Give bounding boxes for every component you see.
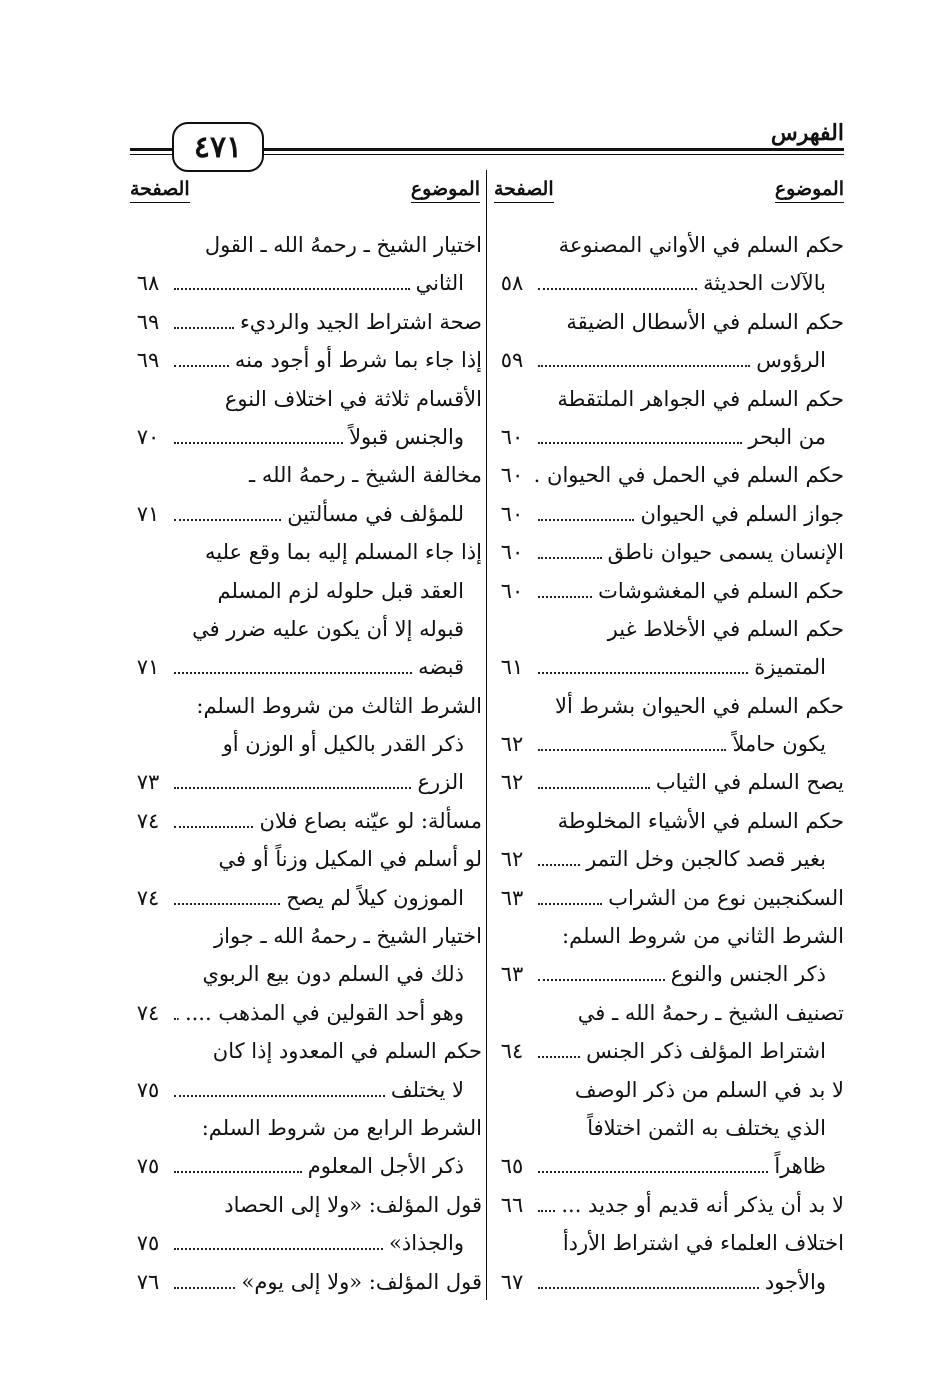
entry-title: ذكر الجنس والنوع: [670, 962, 826, 987]
entry-page-number: ٧٣: [136, 770, 160, 795]
entry-title: العقد قبل حلوله لزم المسلم: [217, 578, 464, 603]
entry-page-number: ٦٤: [500, 1039, 524, 1064]
index-entry: [494, 955, 844, 993]
entry-title: اختيار الشيخ ـ رحمهُ الله ـ جواز: [213, 924, 482, 949]
entry-title: الموزون كيلاً لم يصح: [286, 885, 464, 910]
left-page-header: الصفحة: [130, 178, 190, 203]
dot-leader: [174, 519, 281, 521]
entry-title: إذا جاء بما شرط أو أجود منه: [234, 348, 482, 373]
entry-title: لا بد أن يذكر أنه قديم أو جديد ...: [561, 1192, 844, 1217]
entry-page-number: ٦٨: [136, 271, 160, 296]
entry-title: اشتراط المؤلف ذكر الجنس: [586, 1039, 826, 1064]
entry-page-number: ٧٤: [136, 885, 160, 910]
index-entry: [494, 572, 844, 610]
entry-page-number: ٧٦: [136, 1269, 160, 1294]
dot-leader: [538, 1171, 768, 1173]
dot-leader: [174, 826, 253, 828]
entry-title: الزرع: [417, 770, 464, 795]
index-entry: [130, 1263, 482, 1301]
index-entry: [494, 1147, 844, 1185]
dot-leader: [174, 1095, 385, 1097]
entry-title: لو أسلم في المكيل وزناً أو في: [218, 847, 482, 872]
index-entry: [130, 572, 482, 610]
index-entry: [130, 533, 482, 571]
index-entry: [494, 840, 844, 878]
entry-page-number: ٦٠: [500, 578, 524, 603]
index-entry: [130, 648, 482, 686]
index-entry: [494, 725, 844, 763]
index-entry: [130, 303, 482, 341]
entry-title: الرؤوس: [756, 348, 826, 373]
entry-title: مسألة: لو عيّنه بصاع فلان: [259, 808, 482, 833]
entry-title: يكون حاملاً: [732, 732, 826, 757]
entry-page-number: ٦١: [500, 655, 524, 680]
dot-leader: [174, 787, 411, 789]
entry-title: حكم السلم في الحيوان بشرط ألا: [555, 693, 844, 718]
index-entry: [494, 610, 844, 648]
entry-page-number: ٦٦: [500, 1192, 524, 1217]
dot-leader: [174, 442, 343, 444]
left-topic-header: الموضوع: [411, 178, 480, 203]
index-entry: [130, 226, 482, 264]
index-entry: [130, 264, 482, 302]
entry-title: والأجود: [764, 1269, 826, 1294]
entry-title: حكم السلم في الحمل في الحيوان .: [533, 463, 844, 488]
entry-title: جواز السلم في الحيوان: [640, 501, 844, 526]
entry-title: حكم السلم في الأخلاط غير: [607, 616, 844, 641]
index-entry: [130, 1071, 482, 1109]
dot-leader: [174, 365, 229, 367]
entry-title: يصح السلم في الثياب: [655, 770, 844, 795]
dot-leader: [174, 1287, 235, 1289]
entry-title: حكم السلم في الأشياء المخلوطة: [557, 808, 844, 833]
entry-title: الذي يختلف به الثمن اختلافاً: [587, 1115, 826, 1140]
entry-title: حكم السلم في الأواني المصنوعة: [558, 233, 844, 257]
entry-title: الشرط الرابع من شروط السلم:: [201, 1115, 482, 1140]
dot-leader: [174, 672, 412, 674]
entry-title: قبضه: [418, 655, 464, 680]
dot-leader: [174, 1171, 302, 1173]
entry-page-number: ٦٣: [500, 962, 524, 987]
entry-page-number: ٧١: [136, 501, 160, 526]
index-entry: [130, 917, 482, 955]
entry-page-number: ٦٢: [500, 732, 524, 757]
entry-page-number: ٥٩: [500, 348, 524, 373]
index-entry: [130, 610, 482, 648]
index-entry: [494, 1186, 844, 1224]
entry-page-number: ٦٥: [500, 1154, 524, 1179]
right-topic-header: الموضوع: [775, 178, 844, 203]
dot-leader: [538, 1287, 759, 1289]
index-entry: [130, 418, 482, 456]
index-entry: [494, 763, 844, 801]
page-number: ٤٧١: [172, 122, 264, 172]
running-title: الفهرس: [761, 120, 844, 146]
entry-page-number: ٧٥: [136, 1154, 160, 1179]
index-entry: [130, 380, 482, 418]
index-entry: [494, 802, 844, 840]
index-entry: [494, 1224, 844, 1262]
index-entry: [494, 495, 844, 533]
index-entry: [130, 879, 482, 917]
entry-page-number: ٧٤: [136, 808, 160, 833]
entry-page-number: ٦٩: [136, 348, 160, 373]
entry-page-number: ٦٣: [500, 885, 524, 910]
right-page-header: الصفحة: [494, 178, 554, 203]
entry-title: حكم السلم في الجواهر الملتقطة: [557, 386, 844, 411]
dot-leader: [538, 903, 602, 905]
entry-title: ظاهراً: [774, 1154, 826, 1179]
entry-page-number: ٧٤: [136, 1000, 160, 1025]
entry-title: من البحر: [748, 424, 826, 449]
entry-title: الثاني: [415, 271, 464, 296]
entry-title: وهو أحد القولين في المذهب ....: [184, 1000, 464, 1025]
index-column-left: [130, 226, 482, 1301]
dot-leader: [538, 442, 742, 444]
index-entry: [494, 879, 844, 917]
index-entry: [130, 763, 482, 801]
index-entry: [494, 341, 844, 379]
index-entry: [494, 418, 844, 456]
dot-leader: [538, 1056, 580, 1058]
entry-page-number: ٦٢: [500, 770, 524, 795]
entry-title: الشرط الثاني من شروط السلم:: [562, 924, 844, 949]
entry-page-number: ٧٥: [136, 1231, 160, 1256]
entry-title: حكم السلم في المغشوشات: [598, 578, 844, 603]
index-entry: [494, 1109, 844, 1147]
entry-title: والجنس قبولاً: [349, 424, 464, 449]
entry-title: ذكر القدر بالكيل أو الوزن أو: [222, 732, 464, 757]
entry-title: اختلاف العلماء في اشتراط الأردأ: [562, 1231, 844, 1256]
index-entry: [130, 1147, 482, 1185]
dot-leader: [538, 979, 665, 981]
index-entry: [494, 226, 844, 264]
entry-page-number: ٧١: [136, 655, 160, 680]
entry-title: بالآلات الحديثة: [703, 271, 826, 296]
dot-leader: [174, 1018, 179, 1020]
entry-title: ذكر الأجل المعلوم: [307, 1154, 464, 1179]
index-entry: [494, 533, 844, 571]
column-divider: [486, 170, 487, 1300]
index-entry: [130, 1109, 482, 1147]
index-entry: [130, 1032, 482, 1070]
index-entry: [130, 955, 482, 993]
entry-title: تصنيف الشيخ ـ رحمهُ الله ـ في: [577, 1000, 844, 1025]
entry-title: والجذاذ»: [389, 1231, 464, 1256]
entry-title: حكم السلم في الأسطال الضيقة: [566, 309, 844, 334]
entry-title: قول المؤلف: «ولا إلى الحصاد: [224, 1192, 482, 1217]
entry-title: السكنجبين نوع من الشراب: [608, 885, 844, 910]
dot-leader: [538, 749, 726, 751]
page-header: [130, 118, 844, 180]
entry-title: بغير قصد كالجبن وخل التمر: [586, 847, 826, 872]
entry-page-number: ٦٩: [136, 309, 160, 334]
entry-title: لا يختلف: [390, 1077, 464, 1102]
index-entry: [130, 802, 482, 840]
index-entry: [494, 1263, 844, 1301]
entry-title: الإنسان يسمى حيوان ناطق: [607, 540, 844, 565]
index-entry: [494, 380, 844, 418]
dot-leader: [538, 1210, 555, 1212]
index-entry: [130, 687, 482, 725]
dot-leader: [538, 557, 602, 559]
entry-page-number: ٦٠: [500, 540, 524, 565]
index-entry: [130, 840, 482, 878]
entry-title: ذلك في السلم دون بيع الربوي: [202, 962, 464, 987]
index-entry: [494, 1071, 844, 1109]
entry-title: الأقسام ثلاثة في اختلاف النوع: [224, 386, 482, 411]
dot-leader: [538, 519, 634, 521]
index-entry: [494, 648, 844, 686]
index-entry: [130, 341, 482, 379]
dot-leader: [538, 596, 592, 598]
entry-page-number: ٥٨: [500, 271, 524, 296]
entry-page-number: ٦٧: [500, 1269, 524, 1294]
dot-leader: [538, 864, 580, 866]
index-entry: [494, 687, 844, 725]
index-column-right: [494, 226, 844, 1301]
index-entry: [494, 456, 844, 494]
entry-page-number: ٧٥: [136, 1077, 160, 1102]
entry-title: الشرط الثالث من شروط السلم:: [196, 693, 482, 718]
entry-title: صحة اشتراط الجيد والرديء: [239, 309, 482, 334]
dot-leader: [174, 1248, 383, 1250]
dot-leader: [538, 365, 750, 367]
dot-leader: [538, 787, 650, 789]
dot-leader: [538, 672, 748, 674]
entry-title: قبوله إلا أن يكون عليه ضرر في: [192, 616, 464, 641]
index-entry: [130, 456, 482, 494]
entry-title: للمؤلف في مسألتين: [287, 501, 464, 526]
dot-leader: [174, 903, 280, 905]
index-entry: [494, 303, 844, 341]
entry-title: حكم السلم في المعدود إذا كان: [212, 1039, 482, 1064]
entry-title: مخالفة الشيخ ـ رحمهُ الله ـ: [249, 463, 482, 488]
entry-page-number: ٦٠: [500, 424, 524, 449]
entry-title: إذا جاء المسلم إليه بما وقع عليه: [204, 540, 482, 565]
entry-title: اختيار الشيخ ـ رحمهُ الله ـ القول: [204, 233, 482, 257]
dot-leader: [538, 288, 697, 290]
dot-leader: [174, 288, 410, 290]
entry-page-number: ٦٠: [500, 501, 524, 526]
entry-title: قول المؤلف: «ولا إلى يوم»: [241, 1269, 482, 1294]
dot-leader: [174, 327, 234, 329]
index-entry: [130, 1186, 482, 1224]
index-entry: [494, 1032, 844, 1070]
entry-page-number: ٦٢: [500, 847, 524, 872]
index-entry: [494, 994, 844, 1032]
index-entry: [130, 725, 482, 763]
entry-page-number: ٧٠: [136, 424, 160, 449]
index-entry: [130, 994, 482, 1032]
index-entry: [494, 917, 844, 955]
entry-title: المتميزة: [754, 655, 826, 680]
index-entry: [130, 495, 482, 533]
entry-page-number: ٦٠: [500, 463, 524, 488]
index-entry: [494, 264, 844, 302]
index-entry: [130, 1224, 482, 1262]
entry-title: لا بد في السلم من ذكر الوصف: [574, 1077, 844, 1102]
